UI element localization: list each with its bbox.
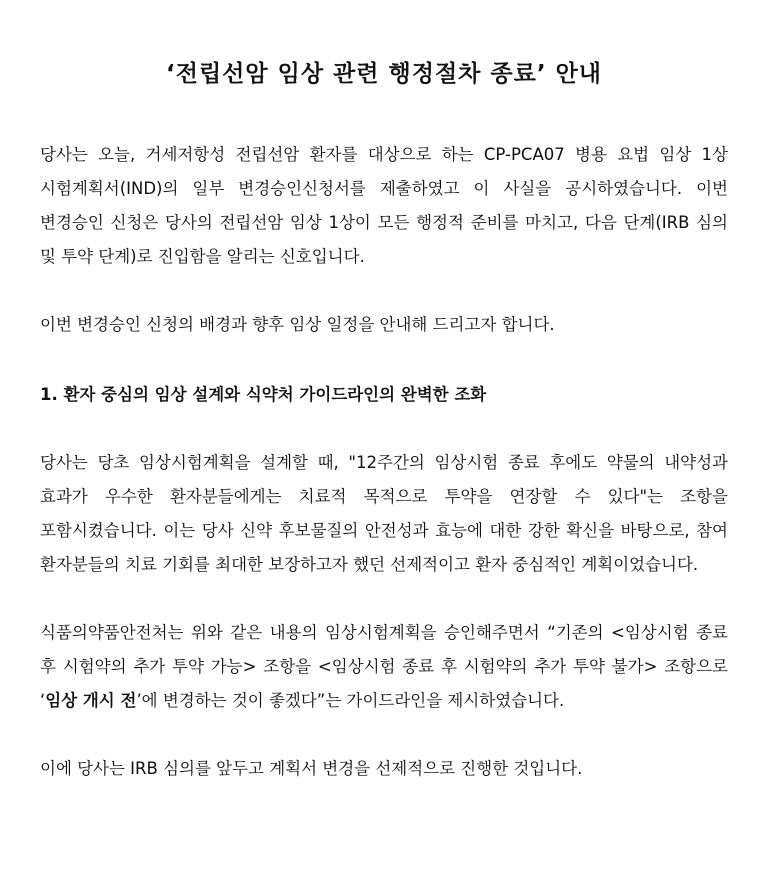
paragraph-original-design: 당사는 당초 임상시험계획을 설계할 때, "12주간의 임상시험 종료 후에도 약물의 내약성과 효과가 우수한 환자분들에게는 치료적 목적으로 투약을 연장할 수 있다"는 조항을 포함시켰습니다. 이는 당사 신약 후보물질의 안전성과 효능에 대한 강한 확신을 바탕으로, 참여 환자분들의 치료 기회를 최대한 보장하고자 했던 선제적이고 환자 중심적인 계획이었습니다.: [40, 453, 728, 574]
paragraph-mfds-text-after: ’에 변경하는 것이 좋겠다”는 가이드라인을 제시하였습니다.: [136, 691, 565, 710]
section-1-heading: 1. 환자 중심의 임상 설계와 식약처 가이드라인의 완벽한 조화: [40, 385, 487, 404]
paragraph-intro: 이번 변경승인 신청의 배경과 향후 임상 일정을 안내해 드리고자 합니다.: [40, 315, 555, 334]
document-title: ‘전립선암 임상 관련 행정절차 종료’ 안내: [166, 61, 602, 87]
paragraph-announcement: 당사는 오늘, 거세저항성 전립선암 환자를 대상으로 하는 CP-PCA07 병용 요법 임상 1상 시험계획서(IND)의 일부 변경승인신청서를 제출하였고 이 사실을 공시하였습니다. 이번 변경승인 신청은 당사의 전립선암 임상 1상이 모든 행정적 준비를 마치고, 다음 단계(IRB 심의 및 투약 단계)로 진입함을 알리는 신호입니다.: [40, 145, 728, 266]
emphasis-before-trial-start: 임상 개시 전: [45, 691, 137, 710]
document: [40, 0, 728, 786]
paragraph-conclusion: 이에 당사는 IRB 심의를 앞두고 계획서 변경을 선제적으로 진행한 것입니다.: [40, 759, 583, 778]
paragraph-mfds-guideline: [40, 616, 728, 718]
paragraph-mfds-text-before: 식품의약품안전처는 위와 같은 내용의 임상시험계획을 승인해주면서 “기존의 <임상시험 종료 후 시험약의 추가 투약 가능> 조항을 <임상시험 종료 후 시험약의 추가 투약 불가> 조항으로 ‘: [40, 623, 728, 710]
